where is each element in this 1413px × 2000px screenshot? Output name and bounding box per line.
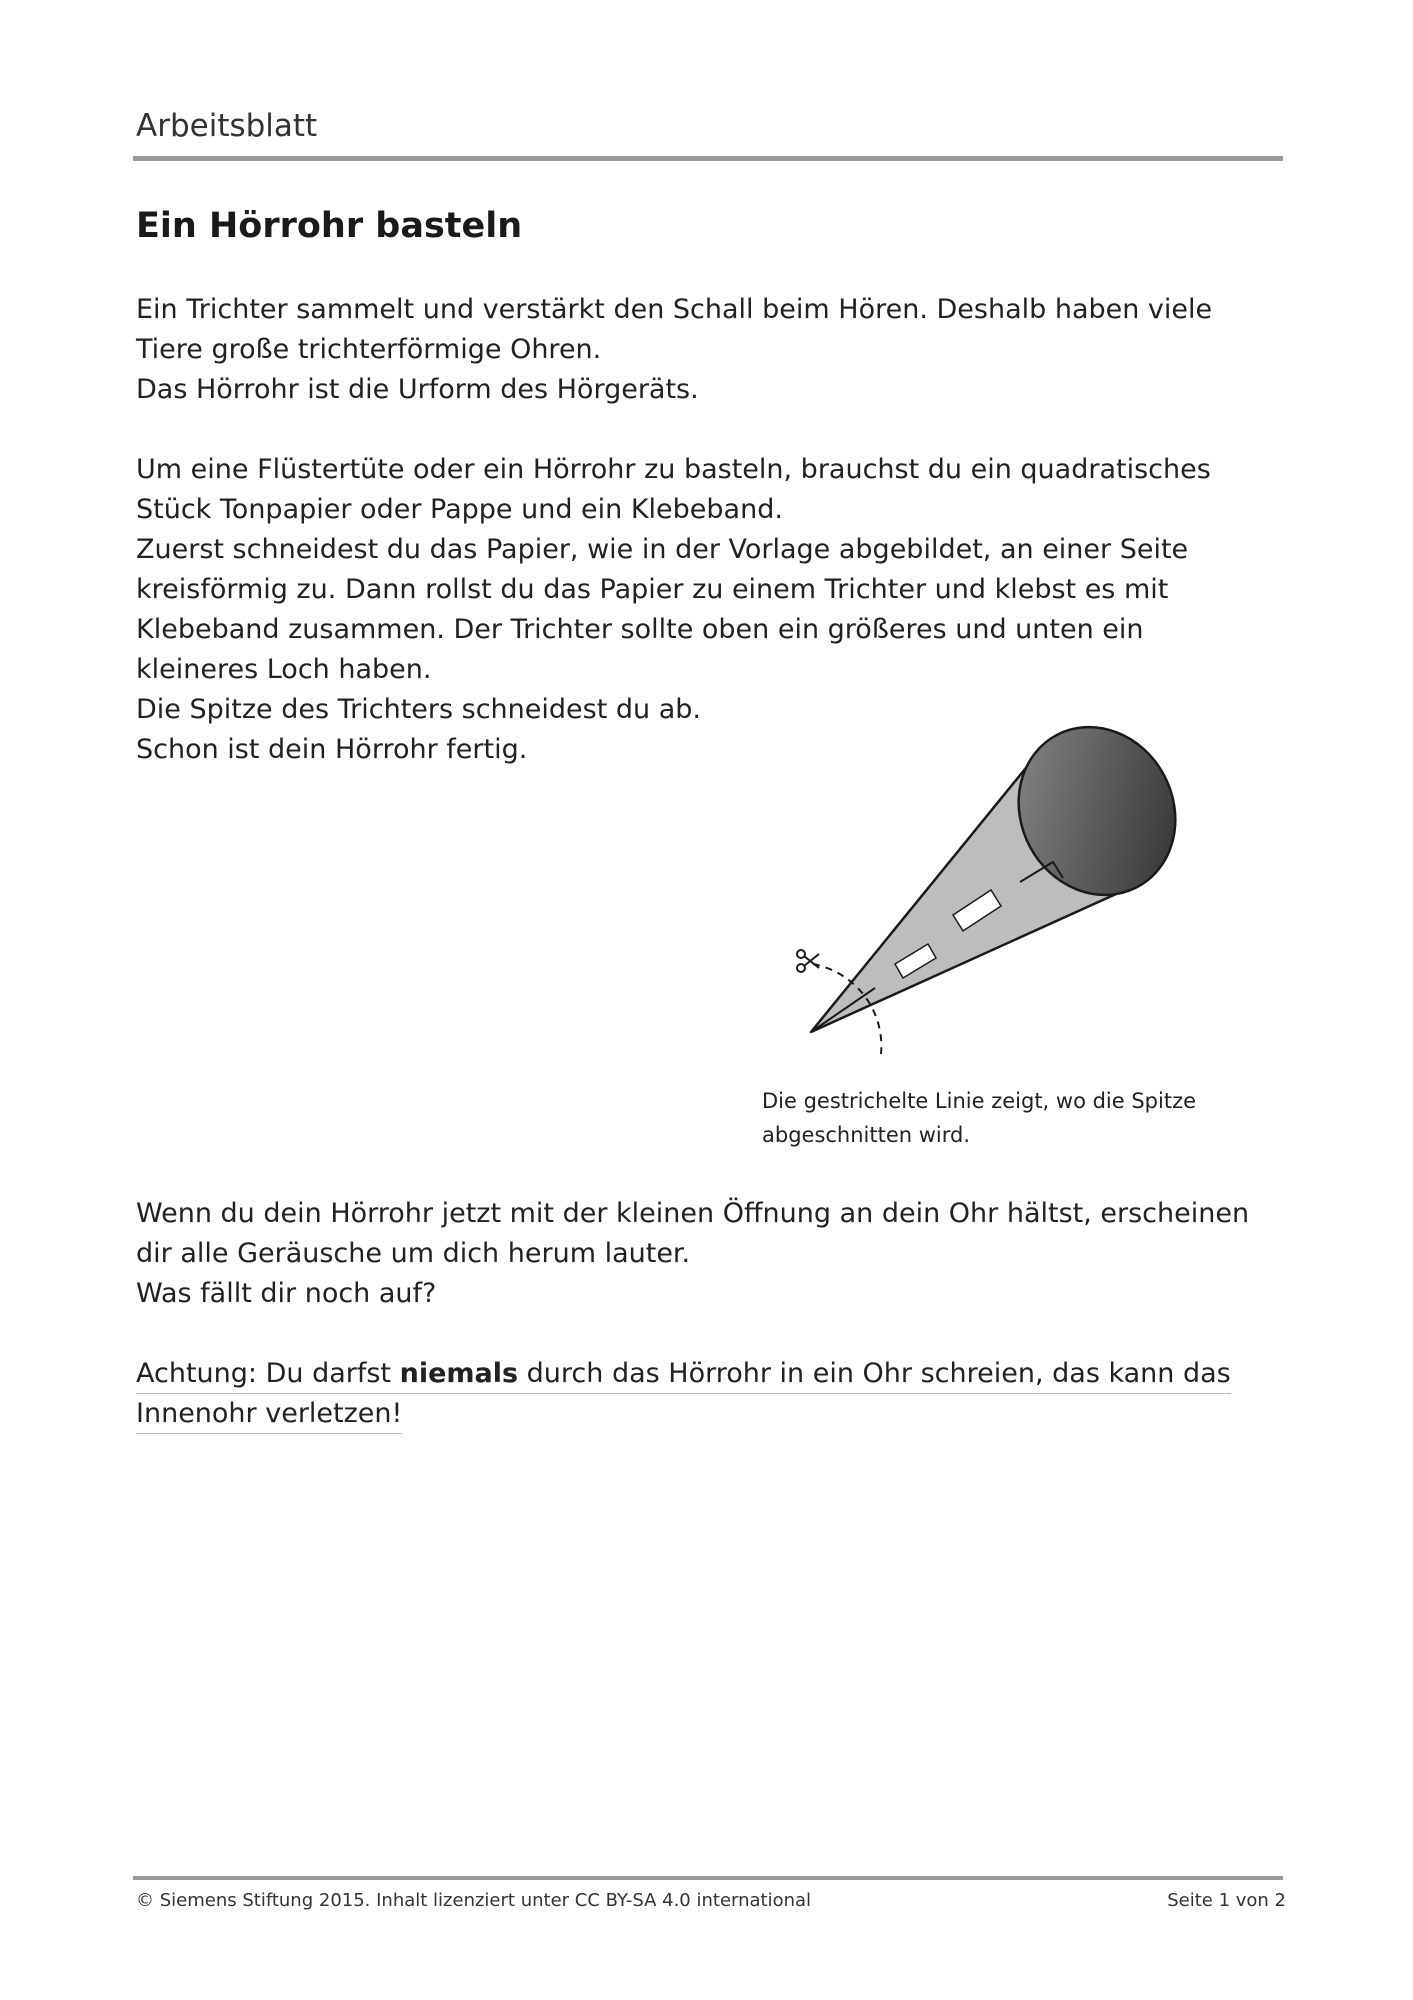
observation-paragraph [136,1194,1296,1314]
page-number: Seite 1 von 2 [1167,1890,1286,1911]
caption-line: Die gestrichelte Linie zeigt, wo die Spitze [762,1089,1197,1113]
intro-line: Das Hörrohr ist die Urform des Hörgeräts. [136,374,699,405]
worksheet-label: Arbeitsblatt [136,108,318,144]
header-divider [133,156,1283,161]
intro-paragraph [136,290,1286,410]
observation-line: dir alle Geräusche um dich herum lauter. [136,1238,691,1269]
page-title: Ein Hörrohr basteln [136,206,523,246]
ear-trumpet-illustration [755,720,1255,1070]
copyright-notice: © Siemens Stiftung 2015. Inhalt lizenziert unter CC BY-SA 4.0 international [136,1890,812,1911]
instruction-line: Um eine Flüstertüte oder ein Hörrohr zu basteln, brauchst du ein quadratisches [136,454,1211,485]
warning-prefix: Achtung: Du darfst [136,1358,400,1389]
observation-line: Was fällt dir noch auf? [136,1278,437,1309]
observation-line: Wenn du dein Hörrohr jetzt mit der kleinen Öffnung an dein Ohr hältst, erscheinen [136,1198,1250,1229]
warning-paragraph [136,1354,1296,1434]
figure-caption [762,1084,1262,1152]
caption-line: abgeschnitten wird. [762,1123,971,1147]
instruction-line: kreisförmig zu. Dann rollst du das Papier zu einem Trichter und klebst es mit [136,574,1169,605]
warning-suffix: durch das Hörrohr in ein Ohr schreien, das kann das [518,1358,1231,1389]
instruction-line: kleineres Loch haben. [136,654,432,685]
warning-emphasis: niemals [399,1358,519,1389]
scissors-icon [797,950,819,972]
intro-line: Ein Trichter sammelt und verstärkt den Schall beim Hören. Deshalb haben viele [136,294,1213,325]
warning-line [136,1355,1231,1394]
instruction-line: Klebeband zusammen. Der Trichter sollte oben ein größeres und unten ein [136,614,1144,645]
instruction-line: Die Spitze des Trichters schneidest du ab. [136,694,701,725]
instruction-line: Stück Tonpapier oder Pappe und ein Klebeband. [136,494,783,525]
warning-line-2: Innenohr verletzen! [136,1395,402,1434]
footer-divider [133,1876,1283,1880]
instruction-line: Schon ist dein Hörrohr fertig. [136,734,528,765]
intro-line: Tiere große trichterförmige Ohren. [136,334,602,365]
instruction-line: Zuerst schneidest du das Papier, wie in der Vorlage abgebildet, an einer Seite [136,534,1189,565]
